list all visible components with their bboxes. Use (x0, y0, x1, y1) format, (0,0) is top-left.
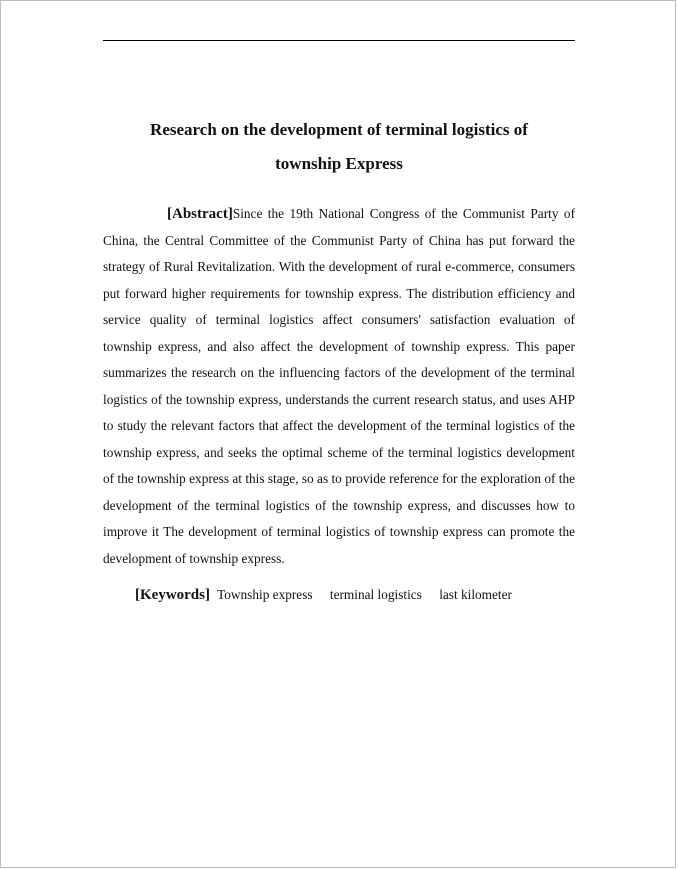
keyword-item: Township express (217, 587, 313, 602)
abstract-paragraph (103, 201, 575, 572)
keywords-line (135, 582, 575, 608)
abstract-label: [Abstract] (167, 206, 233, 222)
paper-title (103, 113, 575, 181)
keywords-label: [Keywords] (135, 587, 210, 603)
title-line-1: Research on the development of terminal logistics of (150, 120, 528, 139)
keyword-item: last kilometer (439, 587, 512, 602)
abstract-text: Since the 19th National Congress of the Communist Party of China, the Central Committee of the Communist Party of China has put forward the strategy of Rural Revitalization. With the development of rural e-commerce, consumers put forward higher requirements for township express. The distribution efficiency and service quality of terminal logistics affect consumers' satisfaction evaluation of township express, and also affect the development of township express. This paper summarizes the research on the influencing factors of the development of the terminal logistics of the township express, understands the current research status, and uses AHP to study the relevant factors that affect the development of the terminal logistics of the township express, and seeks the optimal scheme of the terminal logistics development of the township express at this stage, so as to provide reference for the exploration of the development of the terminal logistics of the township express, and discusses how to improve it The development of terminal logistics of township express can promote the development of township express. (103, 206, 575, 566)
keyword-item: terminal logistics (329, 587, 422, 602)
header-rule (103, 40, 575, 41)
title-line-2: township Express (275, 154, 403, 173)
